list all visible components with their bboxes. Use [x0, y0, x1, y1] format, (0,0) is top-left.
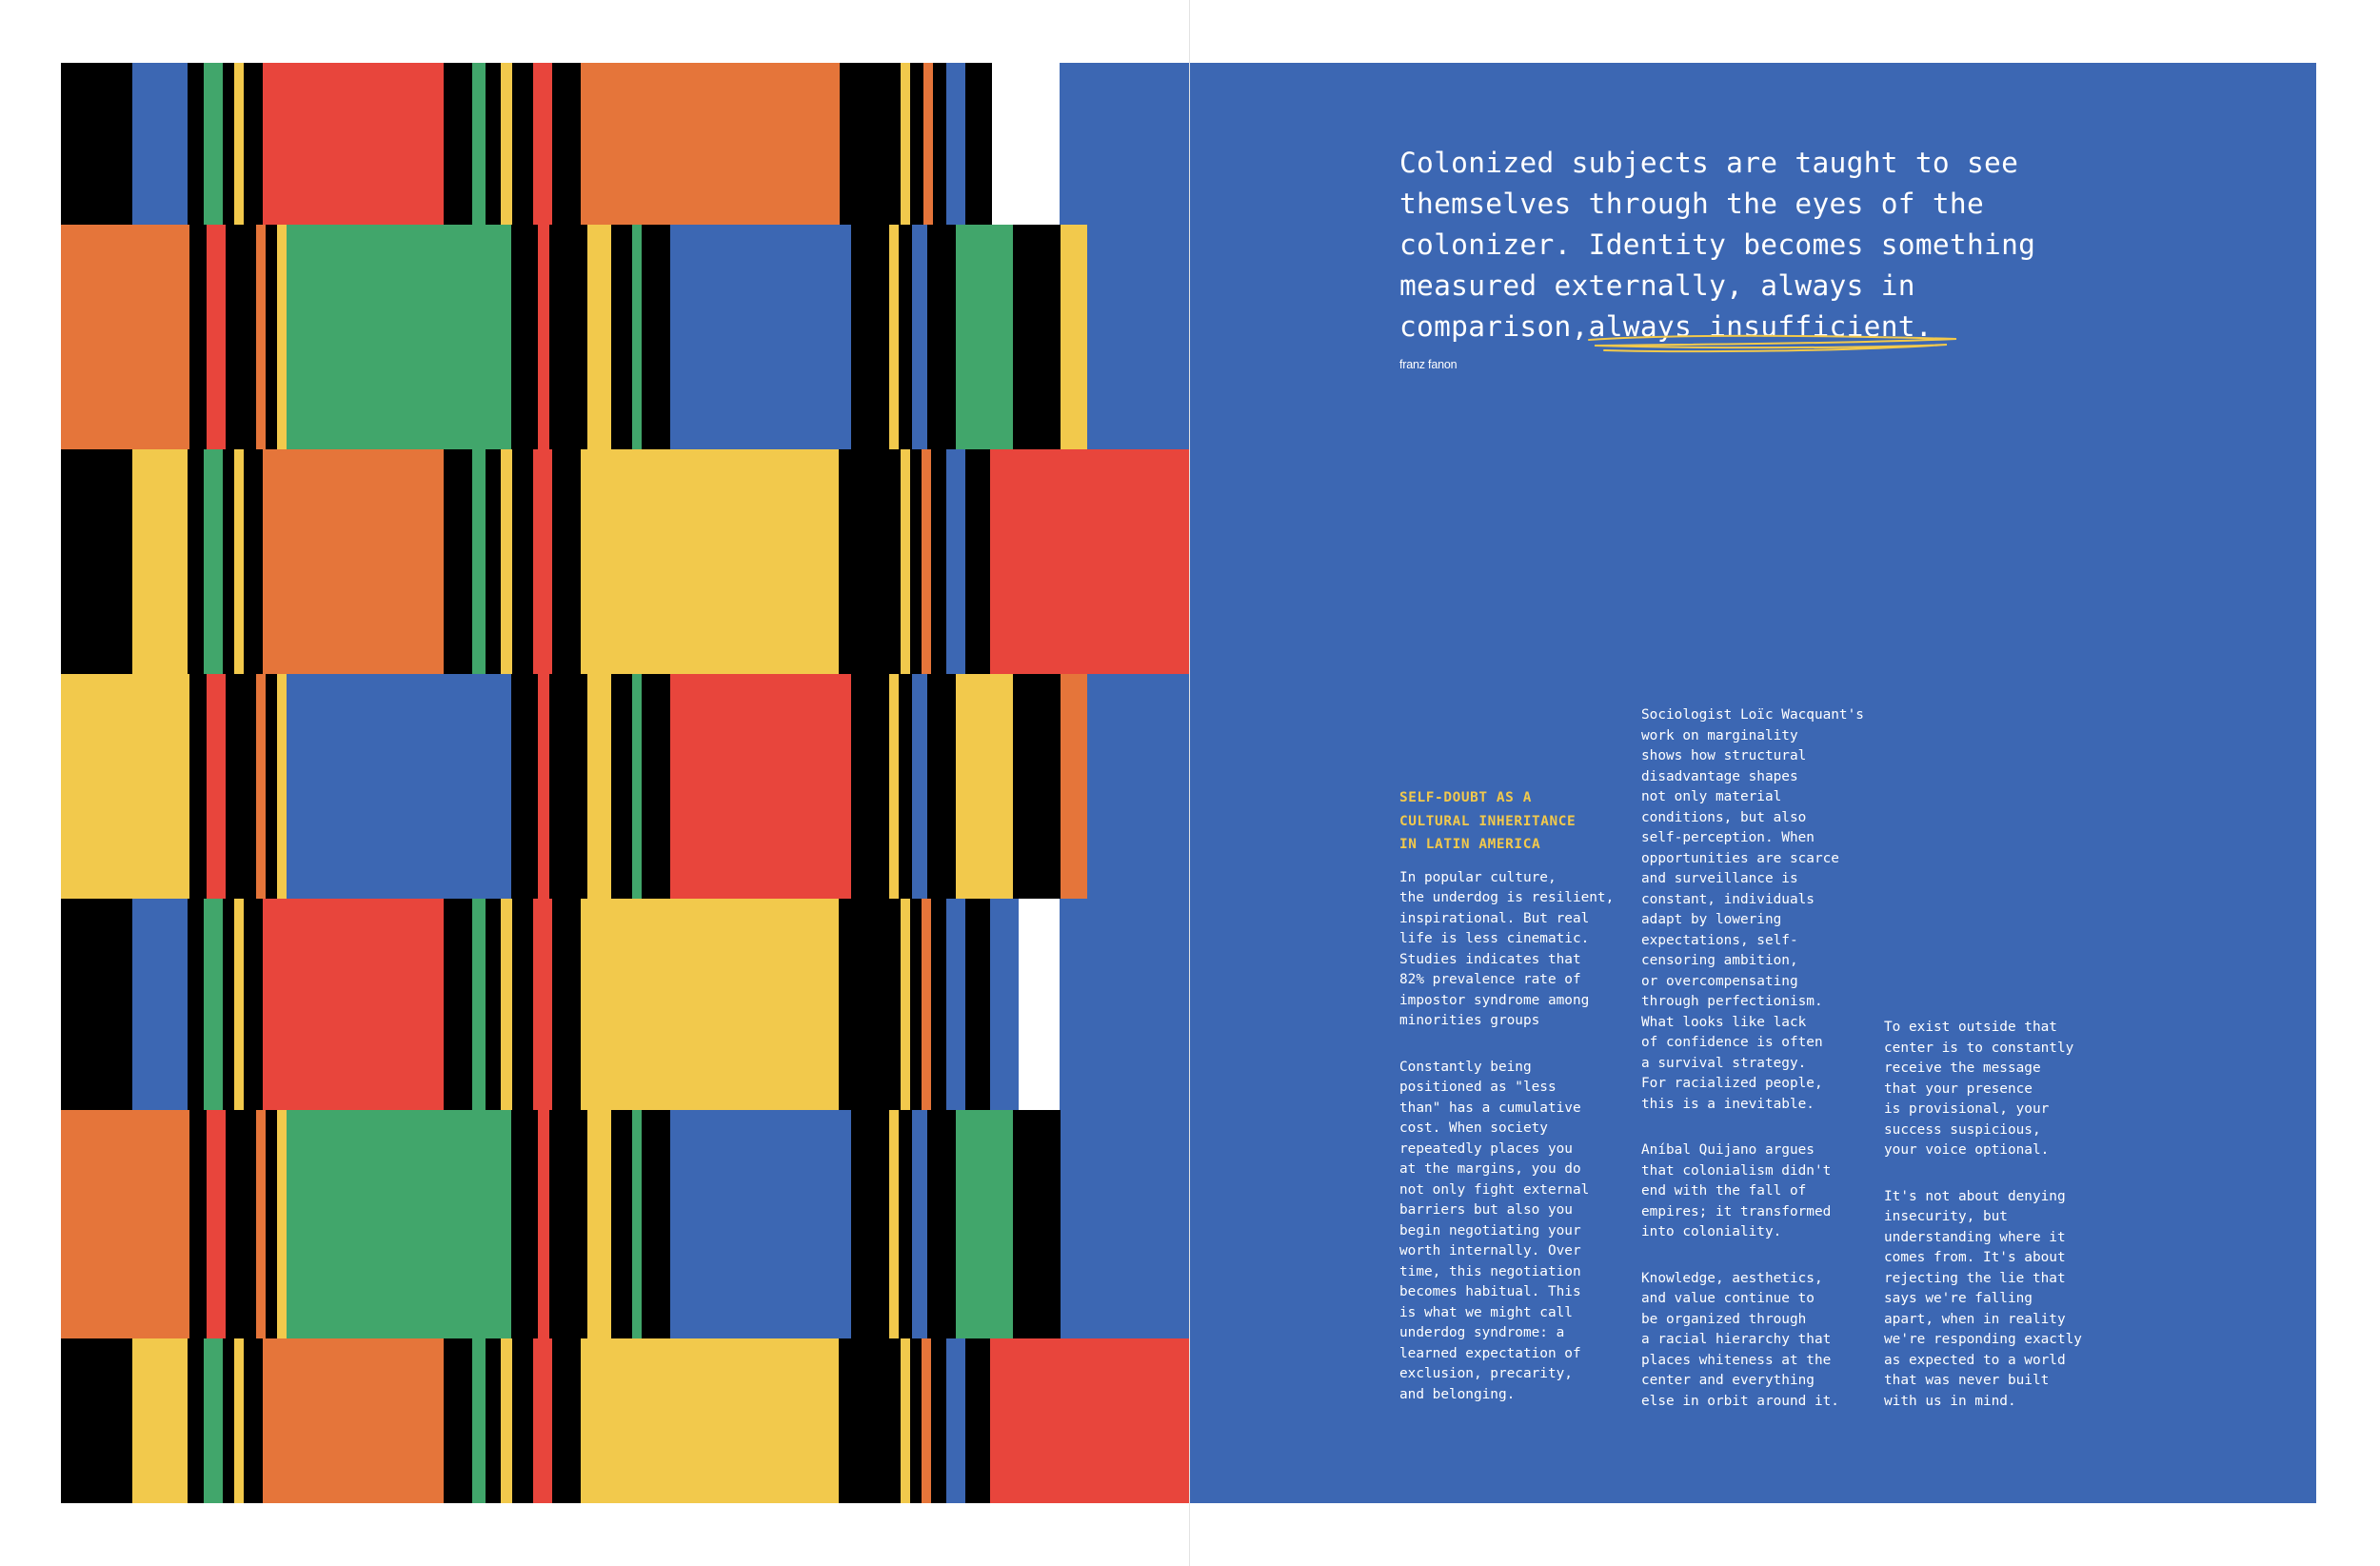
stripe — [486, 899, 501, 1110]
stripe — [946, 63, 965, 225]
stripe — [933, 63, 946, 225]
stripe — [889, 225, 899, 449]
stripe — [533, 899, 552, 1110]
stripe — [931, 449, 946, 674]
stripe — [670, 674, 851, 899]
stripe — [1013, 225, 1061, 449]
stripe — [927, 674, 956, 899]
paragraph: To exist outside that center is to constantly receive the message that your presence is provisional, your success suspicious, your voice optional. — [1884, 1020, 2074, 1158]
stripe — [611, 1110, 632, 1338]
stripe — [632, 674, 642, 899]
stripe — [1013, 1110, 1061, 1338]
stripe — [581, 63, 840, 225]
pull-quote-highlight-text: always insufficient. — [1588, 310, 1933, 343]
stripe — [587, 225, 611, 449]
stripe — [287, 1110, 511, 1338]
stripe — [263, 449, 444, 674]
stripe — [946, 1338, 965, 1503]
stripe — [263, 1338, 444, 1503]
stripe — [552, 1338, 581, 1503]
stripe — [581, 449, 839, 674]
stripe — [244, 63, 263, 225]
stripe — [910, 1338, 922, 1503]
stripe — [670, 1110, 851, 1338]
stripe — [533, 1338, 552, 1503]
stripe — [61, 449, 132, 674]
stripe — [581, 1338, 839, 1503]
stripe — [512, 899, 533, 1110]
stripe — [472, 899, 486, 1110]
stripe — [287, 674, 511, 899]
stripe — [923, 63, 933, 225]
stripe — [956, 674, 1013, 899]
article-column-1 — [1399, 786, 1628, 1431]
stripe — [910, 449, 922, 674]
stripe — [512, 1338, 533, 1503]
stripe — [188, 449, 204, 674]
stripe — [839, 1338, 901, 1503]
stripe — [587, 1110, 611, 1338]
stripe — [922, 449, 931, 674]
stripe — [287, 225, 511, 449]
quote-attribution: franz fanon — [1399, 358, 1458, 371]
stripe — [1061, 225, 1087, 449]
stripe — [234, 63, 244, 225]
stripe — [207, 674, 226, 899]
stripe — [990, 449, 1190, 674]
stripe — [587, 674, 611, 899]
stripe — [538, 674, 549, 899]
stripe — [851, 674, 889, 899]
stripe — [226, 225, 256, 449]
stripe — [931, 1338, 946, 1503]
stripe — [538, 1110, 549, 1338]
page-gutter — [1189, 0, 1190, 1566]
stripe — [538, 225, 549, 449]
paragraph: Constantly being positioned as "less than" has a cumulative cost. When society repeatedly places you at the margins, you do not only fight external barriers but also you begin negotiating your worth internally. Over time, this negotiation becomes habitual. This is what we might call underdog syndrome: a learned expectation of exclusion, precarity, and belonging. — [1399, 1059, 1590, 1402]
stripe — [922, 1338, 931, 1503]
stripe — [851, 1110, 889, 1338]
stripe — [444, 1338, 472, 1503]
stripe — [549, 225, 587, 449]
stripe — [511, 674, 538, 899]
stripe — [132, 63, 188, 225]
stripe — [472, 63, 486, 225]
stripe — [204, 449, 223, 674]
stripe — [511, 225, 538, 449]
stripe — [899, 225, 912, 449]
stripe — [611, 674, 632, 899]
stripe — [277, 225, 287, 449]
stripe — [234, 449, 244, 674]
stripe — [533, 449, 552, 674]
stripe — [901, 63, 910, 225]
stripe — [956, 1110, 1013, 1338]
stripe — [204, 899, 223, 1110]
stripe — [912, 1110, 927, 1338]
stripe — [910, 63, 923, 225]
paragraph: Sociologist Loïc Wacquant's work on marginality shows how structural disadvantage shapes not only material conditions, but also self-perception. When opportunities are scarce and surveillance is constant, individuals adapt by lowering expectations, self- censoring ambition, or overcompensating through perfectionism. What looks like lack of confidence is often a survival strategy. For racialized people, this is a inevitable. — [1641, 707, 1864, 1112]
stripe — [965, 1338, 990, 1503]
stripe — [910, 899, 922, 1110]
stripe — [501, 1338, 512, 1503]
yellow-scribble-underline — [1585, 331, 1961, 356]
stripe — [642, 1110, 670, 1338]
stripe — [244, 1338, 263, 1503]
stripe — [990, 899, 1019, 1110]
stripe — [486, 449, 501, 674]
stripe — [931, 899, 946, 1110]
stripe — [851, 225, 889, 449]
stripe — [642, 674, 670, 899]
stripe — [965, 63, 992, 225]
paragraph: It's not about denying insecurity, but understanding where it comes from. It's about rejecting the lie that says we're falling apart, when in reality we're responding exactly as expected to a world that was never built with us in mind. — [1884, 1188, 2082, 1409]
stripe — [256, 1110, 266, 1338]
stripe — [990, 1338, 1190, 1503]
stripe — [839, 449, 901, 674]
stripe — [188, 899, 204, 1110]
stripe — [444, 899, 472, 1110]
stripe — [234, 899, 244, 1110]
stripe — [472, 449, 486, 674]
stripe — [552, 899, 581, 1110]
stripe — [263, 63, 444, 225]
pull-quote-text: Colonized subjects are taught to see themselves through the eyes of the colonizer. Identity becomes something measured externally, always in comparison, — [1399, 147, 2036, 343]
stripe — [512, 63, 533, 225]
stripe — [486, 1338, 501, 1503]
stripe — [61, 899, 132, 1110]
paragraph: Aníbal Quijano argues that colonialism didn't end with the fall of empires; it transformed into coloniality. — [1641, 1142, 1832, 1239]
stripe — [207, 225, 226, 449]
stripe — [189, 674, 207, 899]
stripe-pattern-graphic — [61, 63, 1190, 1503]
stripe — [901, 449, 910, 674]
stripe — [472, 1338, 486, 1503]
stripe — [1013, 674, 1061, 899]
stripe — [132, 899, 188, 1110]
stripe — [889, 674, 899, 899]
stripe — [642, 225, 670, 449]
stripe — [946, 899, 965, 1110]
stripe — [549, 674, 587, 899]
stripe — [188, 1338, 204, 1503]
stripe — [61, 1110, 189, 1338]
paragraph: In popular culture, the underdog is resilient, inspirational. But real life is less cinematic. Studies indicates that 82% prevalence rate of impostor syndrome among minorities groups — [1399, 869, 1615, 1028]
stripe — [927, 225, 956, 449]
stripe — [912, 225, 927, 449]
stripe — [889, 1110, 899, 1338]
stripe — [839, 899, 901, 1110]
stripe — [486, 63, 501, 225]
stripe — [277, 1110, 287, 1338]
stripe — [61, 225, 189, 449]
stripe — [511, 1110, 538, 1338]
stripe — [912, 674, 927, 899]
stripe — [61, 63, 132, 225]
stripe — [956, 225, 1013, 449]
stripe — [899, 674, 912, 899]
pull-quote — [1399, 143, 2123, 347]
stripe — [266, 1110, 277, 1338]
stripe — [132, 449, 188, 674]
striped-textile-artwork — [61, 63, 1190, 1503]
stripe — [132, 1338, 188, 1503]
stripe — [223, 899, 234, 1110]
stripe — [266, 225, 277, 449]
stripe — [632, 1110, 642, 1338]
stripe — [533, 63, 552, 225]
stripe — [946, 449, 965, 674]
stripe — [223, 63, 234, 225]
stripe — [899, 1110, 912, 1338]
stripe — [204, 1338, 223, 1503]
stripe — [61, 1338, 132, 1503]
stripe — [263, 899, 444, 1110]
stripe — [277, 674, 287, 899]
stripe — [927, 1110, 956, 1338]
stripe — [207, 1110, 226, 1338]
stripe — [234, 1338, 244, 1503]
stripe — [223, 1338, 234, 1503]
stripe — [244, 899, 263, 1110]
stripe — [552, 449, 581, 674]
stripe — [188, 63, 204, 225]
stripe — [840, 63, 901, 225]
stripe — [549, 1110, 587, 1338]
stripe — [901, 899, 910, 1110]
stripe — [1061, 674, 1087, 899]
stripe — [611, 225, 632, 449]
article-column-2 — [1641, 705, 1870, 1437]
stripe — [901, 1338, 910, 1503]
stripe — [501, 449, 512, 674]
stripe — [501, 63, 512, 225]
stripe — [266, 674, 277, 899]
stripe — [226, 674, 256, 899]
stripe — [226, 1110, 256, 1338]
article-heading: SELF-DOUBT AS A CULTURAL INHERITANCE IN LATIN AMERICA — [1399, 790, 1577, 852]
stripe — [189, 225, 207, 449]
stripe — [512, 449, 533, 674]
article-column-3 — [1884, 1018, 2112, 1437]
paragraph: Knowledge, aesthetics, and value continue to be organized through a racial hierarchy that places whiteness at the center and everything else in orbit around it. — [1641, 1270, 1839, 1409]
stripe — [223, 449, 234, 674]
stripe — [501, 899, 512, 1110]
stripe — [552, 63, 581, 225]
stripe — [244, 449, 263, 674]
stripe — [581, 899, 839, 1110]
stripe — [965, 899, 990, 1110]
stripe — [632, 225, 642, 449]
stripe — [189, 1110, 207, 1338]
stripe — [444, 449, 472, 674]
stripe — [204, 63, 223, 225]
stripe — [965, 449, 990, 674]
stripe — [922, 899, 931, 1110]
pull-quote-highlight — [1589, 310, 1933, 343]
stripe — [670, 225, 851, 449]
stripe — [61, 674, 189, 899]
stripe — [256, 225, 266, 449]
stripe — [256, 674, 266, 899]
stripe — [1061, 1110, 1087, 1338]
stripe — [444, 63, 472, 225]
